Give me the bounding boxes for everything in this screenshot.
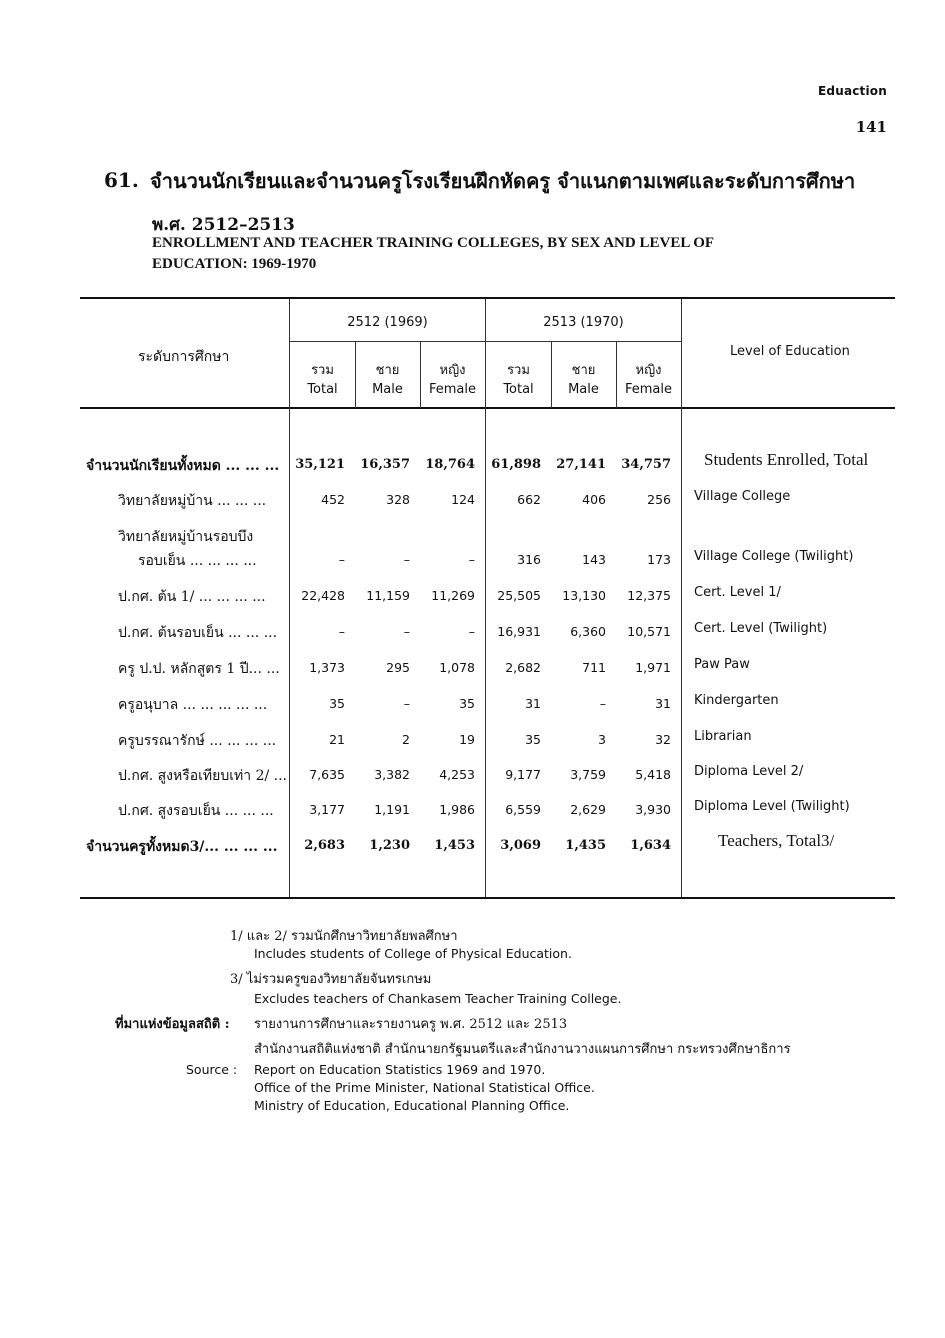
row-label-thai: ป.กศ. ต้นรอบเย็น ... ... ... [118,625,278,641]
row-label-thai-cont: รอบเย็น ... ... ... ... [138,553,257,569]
row-label-thai: ครู ป.ป. หลักสูตร 1 ปี... ... [118,661,280,677]
col-header-level-en: Level of Education [730,344,850,359]
row-label-english: Teachers, Total3/ [718,831,835,850]
year-divider-1 [290,341,485,342]
table-cell: 18,764 [425,457,475,472]
source-english-line-1: Report on Education Statistics 1969 and 1970. [254,1062,546,1077]
row-label-english: Village College [694,489,791,504]
table-cell: – [403,552,410,567]
subheader-th: รวม [311,363,334,378]
subheader-total-1969 [290,361,355,399]
page-number: 141 [855,118,887,136]
year-divider-2 [486,341,681,342]
table-bottom-rule [80,897,895,899]
row-label-english: Librarian [694,729,752,744]
table-cell: 7,635 [309,767,345,782]
table-cell: 143 [582,552,606,567]
table-cell: 16,357 [360,457,410,472]
title-english [152,233,872,275]
source-english-label: Source : [186,1062,238,1077]
table-cell: 1,373 [309,660,345,675]
table-cell: 406 [582,492,606,507]
table-cell: 35,121 [295,457,345,472]
table-cell: 1,191 [374,802,410,817]
table-cell: 2,682 [505,660,541,675]
row-label-english: Cert. Level 1/ [694,585,781,600]
title-thai: จำนวนนักเรียนและจำนวนครูโรงเรียนฝึกหัดครู จำแนกตามเพศและระดับการศึกษา [150,169,856,193]
table-cell: 25,505 [497,588,541,603]
table-cell: 61,898 [491,457,541,472]
note-3-english: Excludes teachers of Chankasem Teacher Training College. [254,991,622,1006]
table-cell: 328 [386,492,410,507]
row-label-thai: จำนวนครูทั้งหมด3/... ... ... ... [86,839,278,855]
table-cell: 35 [329,696,345,711]
table-cell: 711 [582,660,606,675]
row-label-english: Diploma Level (Twilight) [694,799,850,814]
subheader-total-1970 [486,361,551,399]
subheader-th: หญิง [439,363,466,378]
header-bottom-rule [80,407,895,409]
table-cell: 27,141 [556,457,606,472]
table-cell: 10,571 [627,624,671,639]
table-cell: 1,971 [635,660,671,675]
table-number: 61. [104,168,139,192]
table-cell: 21 [329,732,345,747]
row-label-english: Students Enrolled, Total [704,450,869,469]
source-english-line-3: Ministry of Education, Educational Planning Office. [254,1098,570,1113]
note-1-thai: 1/ และ 2/ รวมนักศึกษาวิทยาลัยพลศึกษา [230,929,458,944]
source-thai-label: ที่มาแห่งข้อมูลสถิติ : [115,1017,230,1032]
table-cell: 452 [321,492,345,507]
table-cell: 1,078 [439,660,475,675]
source-english-line-2: Office of the Prime Minister, National Statistical Office. [254,1080,595,1095]
note-3-thai: 3/ ไม่รวมครูของวิทยาลัยจันทรเกษม [230,972,432,987]
table-cell: 11,269 [431,588,475,603]
subheader-en: Total [503,382,534,397]
table-cell: 31 [655,696,671,711]
subheader-en: Total [307,382,338,397]
table-cell: 256 [647,492,671,507]
table-cell: 1,453 [434,838,475,853]
table-cell: 1,634 [630,838,671,853]
subheader-th: ชาย [571,363,596,378]
col-header-year-1969: 2512 (1969) [347,315,428,330]
table-cell: 2,683 [304,838,345,853]
table-cell: 316 [517,552,541,567]
source-thai-line-2: สำนักงานสถิติแห่งชาติ สำนักนายกรัฐมนตรีและสำนักงานวางแผนการศึกษา กระทรวงศึกษาธิการ [254,1042,791,1057]
subheader-male-1970 [551,361,616,399]
table-cell: – [403,696,410,711]
table-cell: 2 [402,732,410,747]
table-cell: 22,428 [301,588,345,603]
table-cell: 12,375 [627,588,671,603]
table-cell: 3 [598,732,606,747]
row-label-thai: วิทยาลัยหมู่บ้านรอบบึง [118,529,254,545]
subheader-th: รวม [507,363,530,378]
table-cell: 35 [525,732,541,747]
table-cell: 3,177 [309,802,345,817]
row-label-thai: วิทยาลัยหมู่บ้าน ... ... ... [118,493,267,509]
row-label-thai: ครูบรรณารักษ์ ... ... ... ... [118,733,277,749]
table-cell: 16,931 [497,624,541,639]
note-1-english: Includes students of College of Physical Education. [254,946,572,961]
row-label-thai: จำนวนนักเรียนทั้งหมด ... ... ... [86,458,280,474]
row-label-english: Village College (Twilight) [694,549,854,564]
table-cell: 1,230 [369,838,410,853]
table-top-rule [80,297,895,299]
table-cell: 35 [459,696,475,711]
subheader-female-1969 [420,361,485,399]
table-cell: – [338,624,345,639]
table-cell: 3,759 [570,767,606,782]
row-label-thai: ป.กศ. ต้น 1/ ... ... ... ... [118,589,266,605]
col-rule [681,299,682,897]
section-label: Eduaction [818,84,887,98]
table-cell: 32 [655,732,671,747]
table-cell: – [468,552,475,567]
table-cell: 1,986 [439,802,475,817]
subheader-female-1970 [616,361,681,399]
subheader-male-1969 [355,361,420,399]
table-cell: 662 [517,492,541,507]
table-cell: 4,253 [439,767,475,782]
table-cell: 6,360 [570,624,606,639]
table-cell: 3,382 [374,767,410,782]
row-label-english: Paw Paw [694,657,750,672]
table-cell: – [468,624,475,639]
table-cell: 173 [647,552,671,567]
table-cell: 124 [451,492,475,507]
row-label-english: Cert. Level (Twilight) [694,621,828,636]
table-cell: 6,559 [505,802,541,817]
subheader-en: Female [428,382,476,397]
subheader-th: ชาย [375,363,400,378]
col-header-year-1970: 2513 (1970) [543,315,624,330]
table-cell: 3,069 [500,838,541,853]
source-thai-line-1: รายงานการศึกษาและรายงานครู พ.ศ. 2512 และ 2513 [254,1017,568,1032]
table-cell: 34,757 [621,457,671,472]
col-header-level-th: ระดับการศึกษา [138,349,230,365]
table-cell: – [403,624,410,639]
subheader-en: Female [624,382,672,397]
table-cell: 1,435 [565,838,606,853]
table-cell: – [338,552,345,567]
subheader-en: Male [568,382,599,397]
row-label-english: Kindergarten [694,693,779,708]
subheader-th: หญิง [635,363,662,378]
row-label-english: Diploma Level 2/ [694,764,804,779]
table-cell: 9,177 [505,767,541,782]
row-label-thai: ป.กศ. สูงหรือเทียบเท่า 2/ ... [118,768,287,784]
table-cell: 5,418 [635,767,671,782]
table-cell: 31 [525,696,541,711]
title-english-line2: EDUCATION: 1969-1970 [152,256,317,272]
table-cell: – [599,696,606,711]
row-label-thai: ป.กศ. สูงรอบเย็น ... ... ... [118,803,274,819]
table-cell: 2,629 [570,802,606,817]
table-cell: 13,130 [562,588,606,603]
subheader-en: Male [372,382,403,397]
table-cell: 295 [386,660,410,675]
title-english-line1: ENROLLMENT AND TEACHER TRAINING COLLEGES, BY SEX AND LEVEL OF [152,235,715,251]
title-thai-years: พ.ศ. 2512–2513 [152,215,295,235]
row-label-thai: ครูอนุบาล ... ... ... ... ... [118,697,268,713]
table-cell: 3,930 [635,802,671,817]
table-cell: 11,159 [366,588,410,603]
table-cell: 19 [459,732,475,747]
